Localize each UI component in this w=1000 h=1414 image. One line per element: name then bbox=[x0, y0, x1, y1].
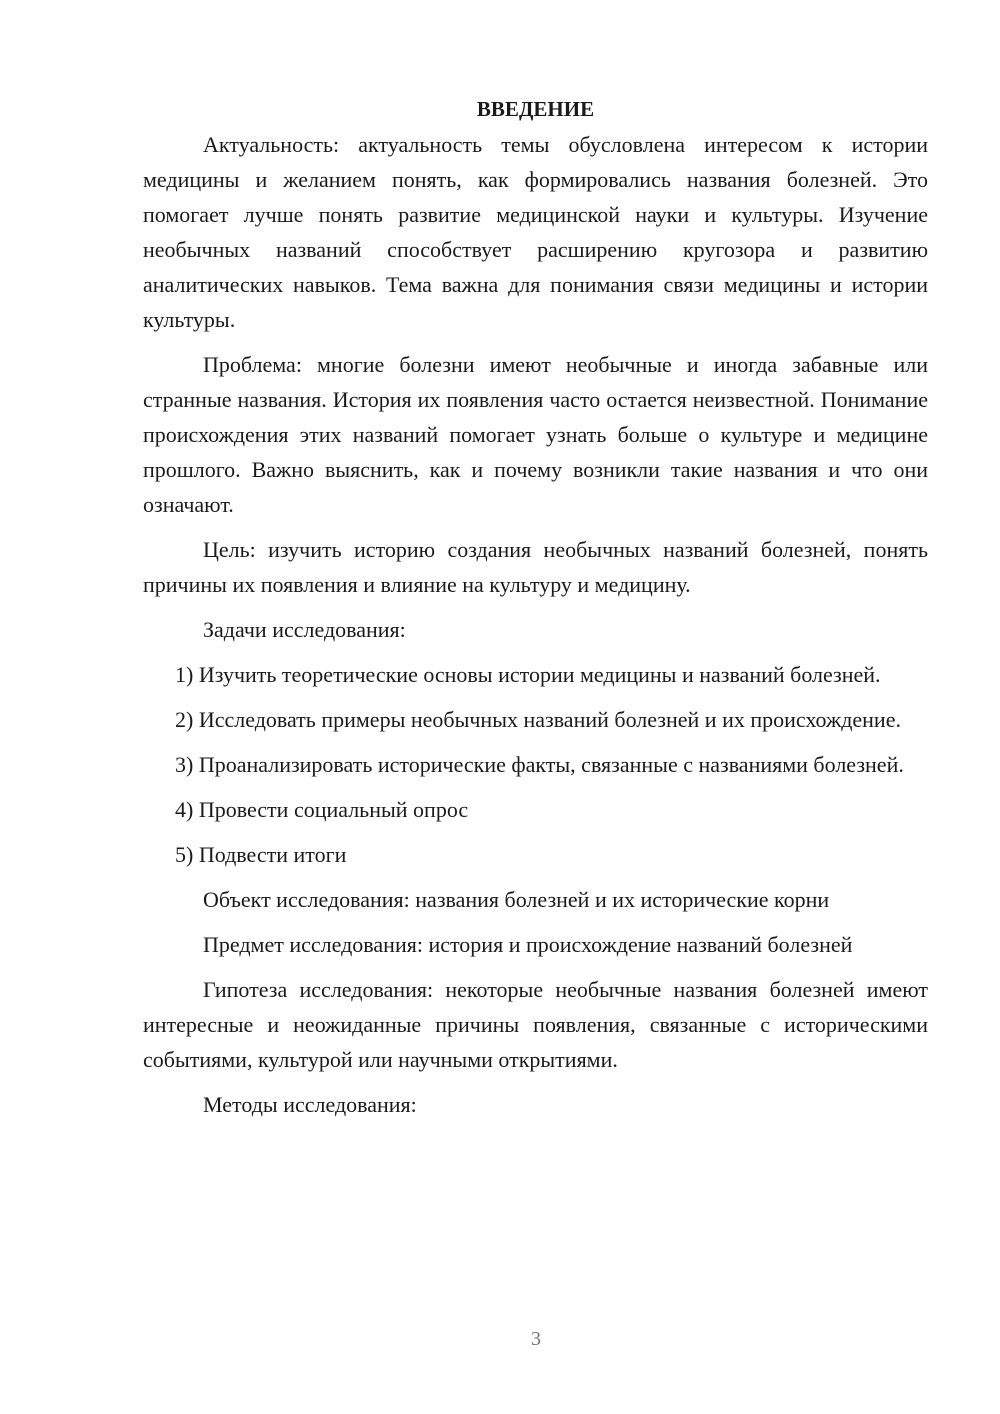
page-number: 3 bbox=[531, 1328, 541, 1350]
task-item: 3) Проанализировать исторические факты, связанные с названиями болезней. bbox=[175, 752, 904, 777]
tasks-heading: Задачи исследования: bbox=[203, 617, 406, 642]
hypothesis-paragraph: Гипотеза исследования: некоторые необычные названия болезней имеют интересные и неожиданные причины появления, связанные с историческими событиями, культурой или научными открытиями. bbox=[143, 977, 928, 1072]
section-title: ВВЕДЕНИЕ bbox=[476, 97, 595, 121]
task-item: 4) Провести социальный опрос bbox=[175, 797, 469, 822]
task-item: 2) Исследовать примеры необычных названий болезней и их происхождение. bbox=[175, 707, 901, 732]
problem-paragraph: Проблема: многие болезни имеют необычные и иногда забавные или странные названия. История их появления часто остается неизвестной. Понимание происхождения этих названий помогает узнать больше о культуре и медицине прошлого. Важно выяснить, как и почему возникли такие названия и что они означают. bbox=[143, 352, 928, 517]
methods-heading: Методы исследования: bbox=[203, 1092, 417, 1117]
object-paragraph: Объект исследования: названия болезней и их исторические корни bbox=[203, 887, 830, 912]
task-item: 5) Подвести итоги bbox=[175, 842, 347, 867]
relevance-paragraph: Актуальность: актуальность темы обусловлена интересом к истории медицины и желанием понять, как формировались названия болезней. Это помогает лучше понять развитие медицинской науки и культуры. Изучение необычных названий способствует расширению кругозора и развитию аналитических навыков. Тема важна для понимания связи медицины и истории культуры. bbox=[143, 132, 928, 332]
page-body bbox=[143, 92, 928, 1132]
goal-paragraph: Цель: изучить историю создания необычных названий болезней, понять причины их появления и влияние на культуру и медицину. bbox=[143, 537, 928, 597]
subject-paragraph: Предмет исследования: история и происхождение названий болезней bbox=[203, 932, 853, 957]
task-item: 1) Изучить теоретические основы истории медицины и названий болезней. bbox=[175, 662, 881, 687]
